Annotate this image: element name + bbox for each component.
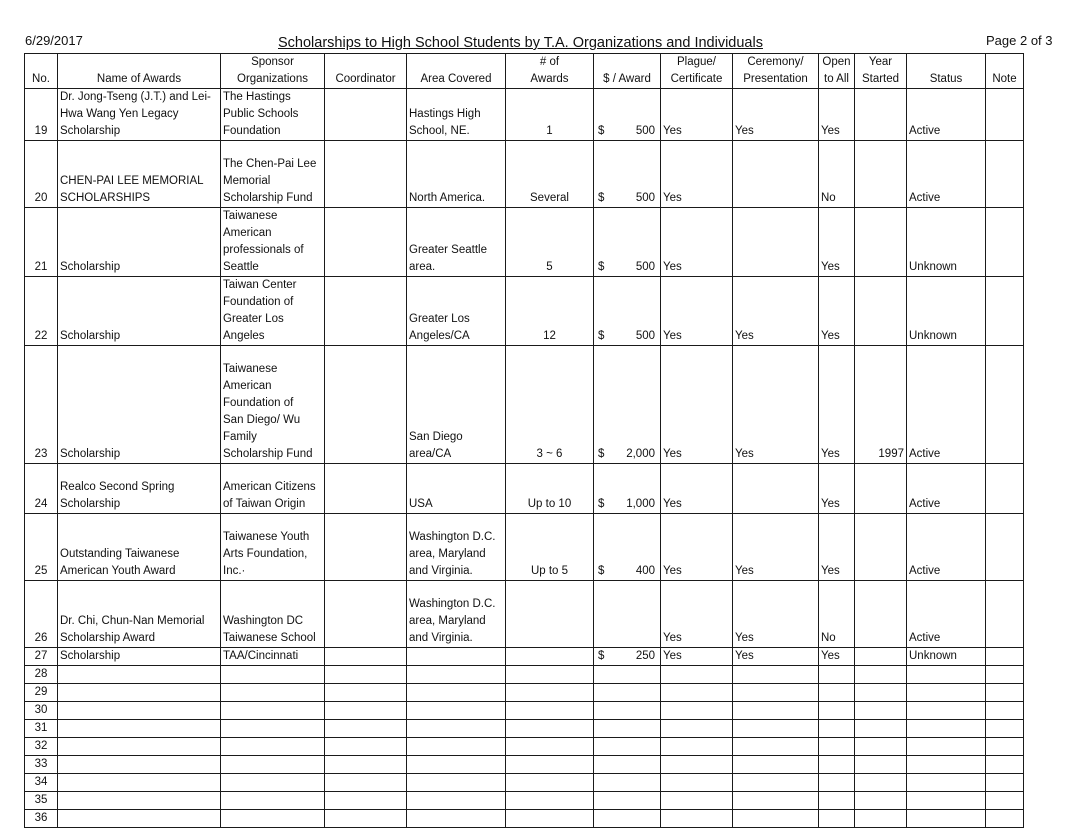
award-amount: 400 [635,565,655,577]
table-row [25,208,1024,277]
cell-num-awards: 3 ~ 6 [506,346,594,464]
cell-open [819,720,855,738]
cell-note [986,720,1024,738]
table-row [25,792,1024,810]
cell-area [407,792,506,810]
cell-status [907,702,986,720]
cell-coordinator [325,738,407,756]
cell-coordinator [325,208,407,277]
cell-no: 20 [25,141,58,208]
cell-note [986,346,1024,464]
cell-name [58,666,221,684]
cell-no: 28 [25,666,58,684]
cell-open: Yes [819,464,855,514]
cell-open: No [819,141,855,208]
cell-num-awards: 1 [506,89,594,141]
cell-area [407,720,506,738]
cell-status: Unknown [907,648,986,666]
cell-plague [661,810,733,828]
cell-note [986,89,1024,141]
cell-year [855,514,907,581]
cell-name [58,810,221,828]
cell-coordinator [325,141,407,208]
cell-area: San Diego area/CA [407,346,506,464]
cell-year [855,208,907,277]
table-row [25,141,1024,208]
cell-plague [661,666,733,684]
cell-open: Yes [819,648,855,666]
cell-status: Unknown [907,208,986,277]
cell-open: Yes [819,89,855,141]
cell-name: Scholarship [58,208,221,277]
cell-area [407,774,506,792]
col-header-no: No. [25,54,58,89]
currency-symbol: $ [598,261,605,273]
cell-ceremony [733,756,819,774]
cell-year [855,720,907,738]
cell-name: Dr. Jong-Tseng (J.T.) and Lei- Hwa Wang Yen Legacy Scholarship [58,89,221,141]
cell-num-awards [506,648,594,666]
cell-note [986,581,1024,648]
cell-no: 34 [25,774,58,792]
cell-open [819,666,855,684]
table-row [25,810,1024,828]
cell-per-award [594,208,661,277]
cell-year [855,666,907,684]
cell-open [819,810,855,828]
cell-year [855,684,907,702]
cell-status: Active [907,346,986,464]
cell-coordinator [325,774,407,792]
cell-year [855,89,907,141]
cell-per-award [594,464,661,514]
cell-sponsor: Taiwanese Youth Arts Foundation, Inc.· [221,514,325,581]
cell-open: No [819,581,855,648]
award-amount: 1,000 [626,498,655,510]
cell-num-awards: 5 [506,208,594,277]
award-amount: 2,000 [626,448,655,460]
cell-ceremony [733,810,819,828]
cell-name: Outstanding Taiwanese American Youth Award [58,514,221,581]
table-row [25,277,1024,346]
cell-no: 30 [25,702,58,720]
cell-year [855,581,907,648]
award-amount: 500 [635,125,655,137]
cell-sponsor: American Citizens of Taiwan Origin [221,464,325,514]
table-row [25,774,1024,792]
cell-plague: Yes [661,89,733,141]
cell-plague: Yes [661,346,733,464]
cell-note [986,464,1024,514]
cell-coordinator [325,581,407,648]
cell-area: USA [407,464,506,514]
cell-ceremony [733,738,819,756]
cell-year [855,738,907,756]
award-amount: 500 [635,261,655,273]
cell-num-awards: 12 [506,277,594,346]
cell-note [986,141,1024,208]
cell-year [855,141,907,208]
currency-symbol: $ [598,650,605,662]
cell-status [907,684,986,702]
cell-plague [661,756,733,774]
cell-no: 22 [25,277,58,346]
cell-per-award [594,684,661,702]
cell-area: Washington D.C. area, Maryland and Virginia. [407,581,506,648]
col-header-name: Name of Awards [58,54,221,89]
cell-note [986,810,1024,828]
cell-no: 26 [25,581,58,648]
cell-sponsor [221,666,325,684]
cell-open: Yes [819,346,855,464]
cell-num-awards [506,684,594,702]
cell-no: 33 [25,756,58,774]
col-header-open: Open to All [819,54,855,89]
table-row [25,702,1024,720]
cell-plague [661,720,733,738]
cell-sponsor [221,810,325,828]
cell-open [819,702,855,720]
cell-sponsor [221,684,325,702]
table-row [25,738,1024,756]
cell-per-award [594,277,661,346]
cell-plague: Yes [661,464,733,514]
cell-year [855,810,907,828]
cell-ceremony [733,684,819,702]
cell-ceremony [733,774,819,792]
cell-plague: Yes [661,208,733,277]
cell-per-award [594,720,661,738]
cell-per-award [594,774,661,792]
cell-coordinator [325,346,407,464]
cell-open [819,756,855,774]
cell-status [907,738,986,756]
cell-status: Active [907,141,986,208]
cell-open: Yes [819,277,855,346]
report-date: 6/29/2017 [25,33,83,48]
cell-per-award [594,792,661,810]
cell-no: 32 [25,738,58,756]
cell-num-awards: Up to 10 [506,464,594,514]
cell-area: Washington D.C. area, Maryland and Virginia. [407,514,506,581]
cell-note [986,648,1024,666]
cell-coordinator [325,514,407,581]
cell-status: Active [907,464,986,514]
cell-ceremony: Yes [733,89,819,141]
cell-sponsor [221,738,325,756]
cell-plague: Yes [661,514,733,581]
cell-name: Scholarship [58,648,221,666]
currency-symbol: $ [598,125,605,137]
cell-area [407,666,506,684]
cell-plague: Yes [661,648,733,666]
cell-num-awards [506,720,594,738]
table-row [25,648,1024,666]
col-header-note: Note [986,54,1024,89]
cell-plague: Yes [661,581,733,648]
cell-num-awards [506,774,594,792]
cell-plague: Yes [661,277,733,346]
table-row [25,684,1024,702]
cell-num-awards: Several [506,141,594,208]
cell-name [58,702,221,720]
cell-ceremony: Yes [733,648,819,666]
cell-note [986,666,1024,684]
award-amount [596,720,658,737]
cell-name: Dr. Chi, Chun-Nan Memorial Scholarship Award [58,581,221,648]
award-amount [596,774,658,791]
cell-sponsor [221,756,325,774]
cell-per-award [594,756,661,774]
cell-sponsor: Washington DC Taiwanese School [221,581,325,648]
cell-open [819,684,855,702]
cell-status [907,792,986,810]
cell-plague [661,792,733,810]
table-row [25,464,1024,514]
cell-status [907,756,986,774]
scholarship-table [24,53,1024,828]
cell-status [907,774,986,792]
cell-year [855,277,907,346]
award-amount: 250 [635,650,655,662]
cell-coordinator [325,89,407,141]
cell-status [907,810,986,828]
cell-area: Hastings High School, NE. [407,89,506,141]
cell-ceremony [733,141,819,208]
cell-sponsor: Taiwanese American professionals of Seattle [221,208,325,277]
cell-no: 29 [25,684,58,702]
cell-plague [661,684,733,702]
cell-sponsor: The Chen-Pai Lee Memorial Scholarship Fund [221,141,325,208]
page-number: Page 2 of 3 [986,33,1053,48]
award-amount [596,684,658,701]
cell-no: 25 [25,514,58,581]
cell-coordinator [325,792,407,810]
cell-area [407,684,506,702]
cell-name: Scholarship [58,277,221,346]
col-header-status: Status [907,54,986,89]
cell-note [986,792,1024,810]
award-amount [596,792,658,809]
cell-per-award [594,810,661,828]
cell-per-award [594,514,661,581]
table-row [25,89,1024,141]
cell-num-awards [506,702,594,720]
cell-year: 1997 [855,346,907,464]
cell-status [907,666,986,684]
award-amount [596,756,658,773]
cell-coordinator [325,702,407,720]
award-amount [596,702,658,719]
cell-sponsor: TAA/Cincinnati [221,648,325,666]
award-amount: 500 [635,192,655,204]
cell-open: Yes [819,514,855,581]
cell-area [407,648,506,666]
cell-year [855,792,907,810]
cell-ceremony: Yes [733,346,819,464]
col-header-coordinator: Coordinator [325,54,407,89]
cell-year [855,464,907,514]
cell-area [407,738,506,756]
cell-num-awards [506,738,594,756]
cell-status [907,720,986,738]
cell-plague: Yes [661,141,733,208]
cell-no: 21 [25,208,58,277]
cell-year [855,756,907,774]
col-header-ceremony: Ceremony/ Presentation [733,54,819,89]
cell-coordinator [325,720,407,738]
cell-plague [661,702,733,720]
table-row [25,581,1024,648]
cell-note [986,514,1024,581]
cell-per-award [594,89,661,141]
cell-open: Yes [819,208,855,277]
page-title: Scholarships to High School Students by T.A. Organizations and Individuals [278,35,763,51]
cell-ceremony [733,792,819,810]
cell-area: Greater Los Angeles/CA [407,277,506,346]
cell-name: CHEN-PAI LEE MEMORIAL SCHOLARSHIPS [58,141,221,208]
cell-plague [661,774,733,792]
cell-num-awards [506,581,594,648]
cell-status: Active [907,89,986,141]
cell-name: Scholarship [58,346,221,464]
col-header-plague: Plague/ Certificate [661,54,733,89]
cell-sponsor [221,774,325,792]
cell-ceremony: Yes [733,514,819,581]
cell-open [819,738,855,756]
award-amount: 500 [635,330,655,342]
currency-symbol: $ [598,448,605,460]
cell-no: 35 [25,792,58,810]
cell-sponsor [221,702,325,720]
cell-note [986,738,1024,756]
cell-sponsor: Taiwanese American Foundation of San Diego/ Wu Family Scholarship Fund [221,346,325,464]
cell-no: 24 [25,464,58,514]
cell-per-award [594,666,661,684]
award-amount [596,810,658,827]
cell-per-award [594,702,661,720]
cell-status: Active [907,514,986,581]
cell-per-award [594,648,661,666]
cell-area: North America. [407,141,506,208]
table-row [25,756,1024,774]
cell-area [407,756,506,774]
award-amount [596,666,658,683]
cell-ceremony: Yes [733,581,819,648]
cell-year [855,648,907,666]
award-amount [596,630,658,647]
cell-open [819,792,855,810]
cell-sponsor: The Hastings Public Schools Foundation [221,89,325,141]
currency-symbol: $ [598,330,605,342]
cell-name [58,792,221,810]
cell-per-award [594,141,661,208]
col-header-year: Year Started [855,54,907,89]
cell-coordinator [325,277,407,346]
cell-coordinator [325,666,407,684]
cell-no: 23 [25,346,58,464]
cell-name [58,738,221,756]
cell-note [986,756,1024,774]
cell-no: 19 [25,89,58,141]
cell-coordinator [325,756,407,774]
cell-note [986,774,1024,792]
cell-open [819,774,855,792]
cell-status: Unknown [907,277,986,346]
col-header-sponsor: Sponsor Organizations [221,54,325,89]
currency-symbol: $ [598,192,605,204]
cell-name [58,756,221,774]
cell-num-awards [506,792,594,810]
cell-name [58,720,221,738]
cell-ceremony [733,666,819,684]
cell-note [986,277,1024,346]
cell-area [407,702,506,720]
cell-per-award [594,346,661,464]
cell-num-awards: Up to 5 [506,514,594,581]
cell-per-award [594,738,661,756]
cell-ceremony [733,720,819,738]
table-row [25,666,1024,684]
cell-coordinator [325,648,407,666]
cell-num-awards [506,810,594,828]
cell-no: 36 [25,810,58,828]
col-header-per-award: $ / Award [594,54,661,89]
header-row [25,54,1024,89]
table-row [25,514,1024,581]
cell-sponsor [221,792,325,810]
cell-year [855,774,907,792]
currency-symbol: $ [598,565,605,577]
cell-year [855,702,907,720]
cell-sponsor [221,720,325,738]
cell-coordinator [325,684,407,702]
cell-ceremony [733,702,819,720]
currency-symbol: $ [598,498,605,510]
cell-name: Realco Second Spring Scholarship [58,464,221,514]
table-row [25,346,1024,464]
cell-plague [661,738,733,756]
cell-num-awards [506,756,594,774]
cell-coordinator [325,464,407,514]
cell-sponsor: Taiwan Center Foundation of Greater Los Angeles [221,277,325,346]
cell-note [986,684,1024,702]
cell-ceremony [733,208,819,277]
cell-note [986,208,1024,277]
cell-no: 27 [25,648,58,666]
col-header-num-awards: # of Awards [506,54,594,89]
cell-coordinator [325,810,407,828]
cell-status: Active [907,581,986,648]
cell-area [407,810,506,828]
cell-no: 31 [25,720,58,738]
cell-ceremony: Yes [733,277,819,346]
cell-area: Greater Seattle area. [407,208,506,277]
award-amount [596,738,658,755]
cell-per-award [594,581,661,648]
cell-name [58,774,221,792]
cell-ceremony [733,464,819,514]
cell-num-awards [506,666,594,684]
table-row [25,720,1024,738]
cell-note [986,702,1024,720]
cell-name [58,684,221,702]
col-header-area: Area Covered [407,54,506,89]
